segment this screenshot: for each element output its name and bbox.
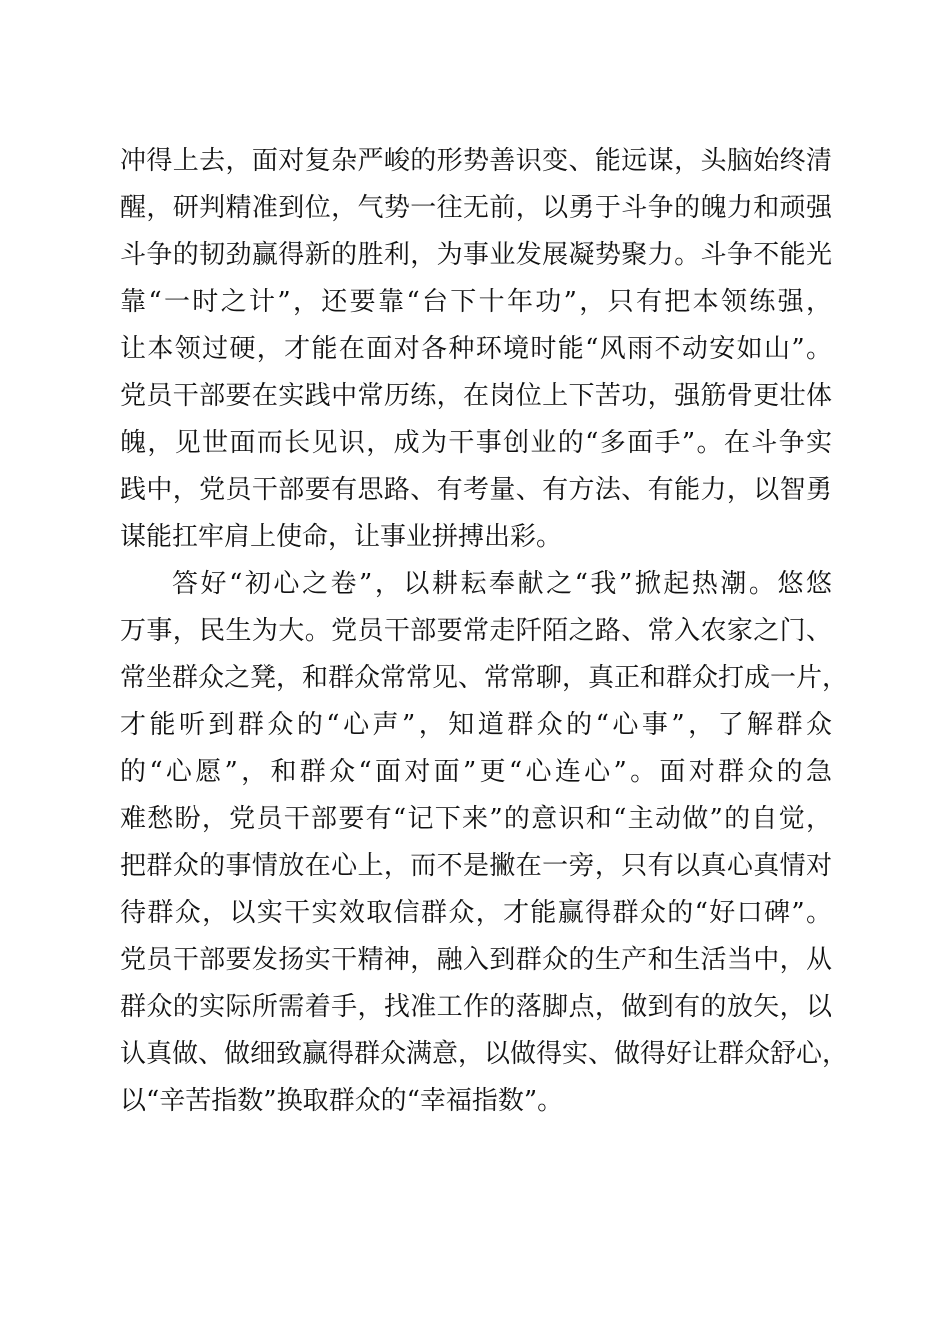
paragraph-line: 醒，研判精准到位，气势一往无前，以勇于斗争的魄力和顽强 [120,193,832,223]
paragraph-line: 群众的实际所需着手，找准工作的落脚点，做到有的放矢，以 [120,992,832,1022]
paragraph-line: 党员干部要在实践中常历练，在岗位上下苦功，强筋骨更壮体 [120,381,832,411]
paragraph-line: 待群众，以实干实效取信群众，才能赢得群众的“好口碑”。 [120,898,832,928]
paragraph-line: 认真做、做细致赢得群众满意，以做得实、做得好让群众舒心， [120,1039,849,1069]
paragraph-line: 冲得上去，面对复杂严峻的形势善识变、能远谋，头脑始终清 [120,146,832,176]
paragraph-line: 靠“一时之计”，还要靠“台下十年功”，只有把本领练强， [120,287,832,317]
paragraph-line: 难愁盼，党员干部要有“记下来”的意识和“主动做”的自觉， [120,804,832,834]
paragraph-line: 党员干部要发扬实干精神，融入到群众的生产和生活当中，从 [120,945,832,975]
paragraph-line: 斗争的韧劲赢得新的胜利，为事业发展凝势聚力。斗争不能光 [120,240,832,270]
paragraph-line: 魄，见世面而长见识，成为干事创业的“多面手”。在斗争实 [120,428,832,458]
paragraph-line: 让本领过硬，才能在面对各种环境时能“风雨不动安如山”。 [120,334,832,364]
paragraph-line: 以“辛苦指数”换取群众的“幸福指数”。 [120,1086,564,1116]
paragraph-line: 常坐群众之凳，和群众常常见、常常聊，真正和群众打成一片， [120,663,849,693]
paragraph-line: 答好“初心之卷”，以耕耘奉献之“我”掀起热潮。悠悠 [172,569,832,599]
paragraph-1 [120,138,832,561]
paragraph-line: 把群众的事情放在心上，而不是撇在一旁，只有以真心真情对 [120,851,832,881]
paragraph-2 [120,561,849,1125]
paragraph-line: 万事，民生为大。党员干部要常走阡陌之路、常入农家之门、 [120,616,832,646]
paragraph-line: 才能听到群众的“心声”，知道群众的“心事”，了解群众 [120,710,832,740]
paragraph-line: 的“心愿”，和群众“面对面”更“心连心”。面对群众的急 [120,757,832,787]
paragraph-line: 谋能扛牢肩上使命，让事业拼搏出彩。 [120,522,563,552]
paragraph-line: 践中，党员干部要有思路、有考量、有方法、有能力，以智勇 [120,475,832,505]
document-body [120,138,849,1125]
